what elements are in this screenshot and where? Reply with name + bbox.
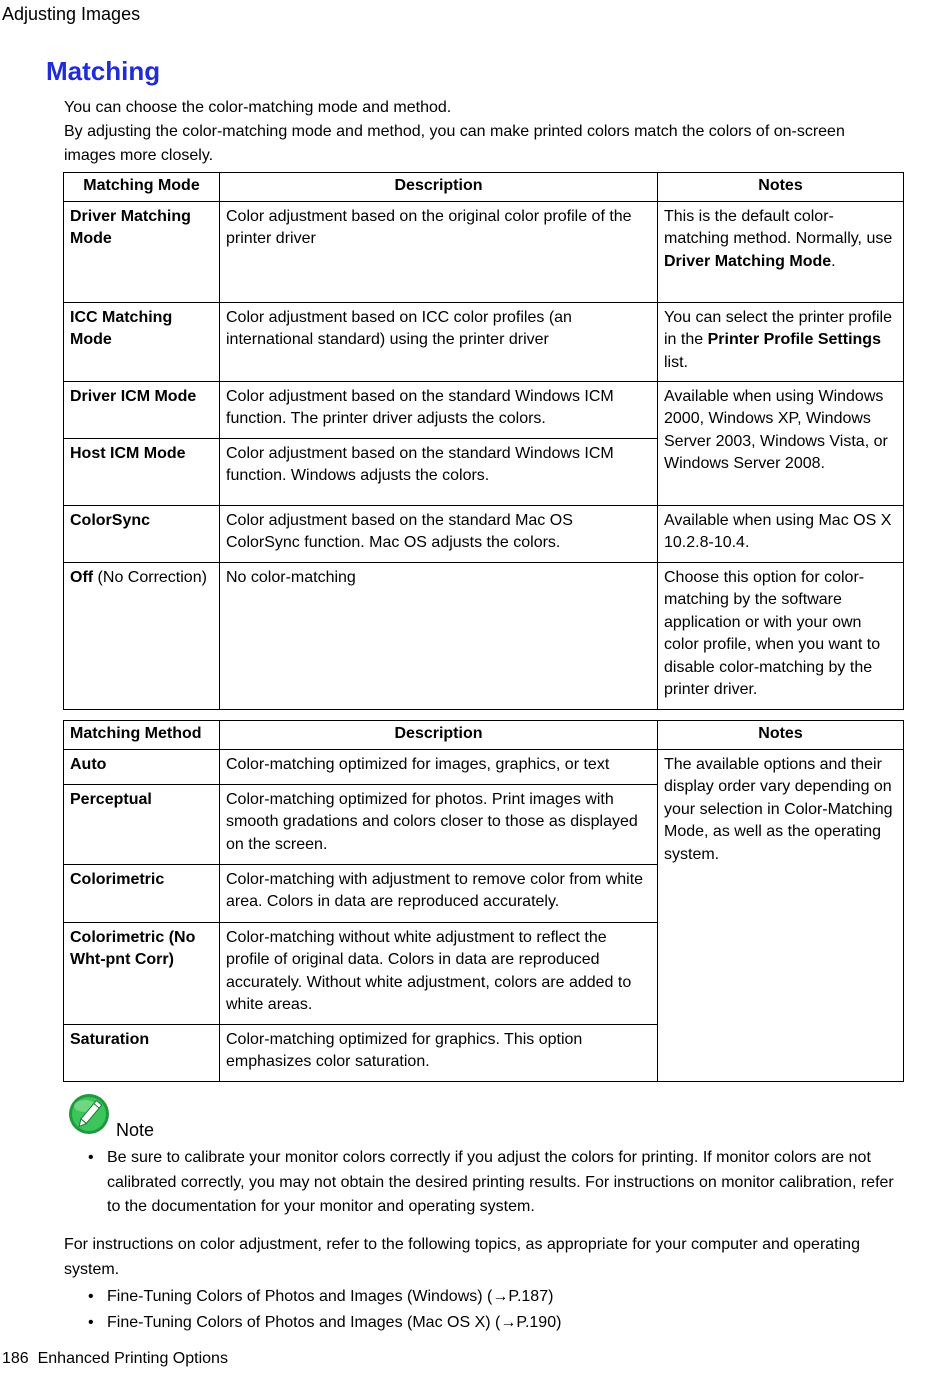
note-text: You can select the printer profile in the [664,308,892,348]
reference-links [88,1284,908,1336]
mode-description: Color adjustment based on the standard Windows ICM function. Windows adjusts the colors. [220,438,658,505]
method-name: Perceptual [64,784,220,864]
method-name: Colorimetric (No Wht-pnt Corr) [64,922,220,1024]
mode-description: Color adjustment based on the original color profile of the printer driver [220,201,658,302]
list-item [88,1146,908,1220]
bullet-icon: • [88,1149,94,1166]
note-bullets [88,1146,908,1220]
bullet-icon: • [88,1314,94,1331]
closing-paragraph: For instructions on color adjustment, refer to the following topics, as appropriate for your computer and operating system. [64,1236,860,1278]
table-row [64,749,904,784]
pencil-icon [68,1093,110,1135]
page-title: Matching [46,56,161,86]
note-text: list. [664,353,688,371]
intro-line-2: By adjusting the color-matching mode and method, you can make printed colors match the colors of on-screen images more closely. [64,123,845,164]
note-bold: Driver Matching Mode [664,252,832,270]
mode-name: ICC Matching Mode [64,302,220,381]
bullet-text: Be sure to calibrate your monitor colors correctly if you adjust the colors for printing. If monitor colors are not calibrated correctly, you may not obtain the desired printing results. For instructions on monitor calibration, refer to the documentation for your monitor and operating system. [107,1149,894,1215]
header-description: Description [220,173,658,202]
header-notes: Notes [658,173,904,202]
method-description: Color-matching with adjustment to remove color from white area. Colors in data are reproduced accurately. [220,864,658,922]
note-text: . [831,252,836,270]
bullet-icon: • [88,1288,94,1305]
mode-description: Color adjustment based on the standard Mac OS ColorSync function. Mac OS adjusts the colors. [220,505,658,562]
footer-section: Enhanced Printing Options [37,1350,228,1367]
table-row [64,201,904,302]
mode-note: Available when using Mac OS X 10.2.8-10.4. [658,505,904,562]
table-row [64,302,904,381]
method-name: Saturation [64,1024,220,1081]
table-row [64,381,904,438]
mode-name: ColorSync [64,505,220,562]
header-description: Description [220,721,658,750]
note-bold: Printer Profile Settings [707,331,881,348]
mode-name-rest: (No Correction) [93,568,207,586]
mode-name: Driver ICM Mode [64,381,220,438]
mode-description: No color-matching [220,562,658,709]
note-text: This is the default color-matching method. Normally, use [664,207,893,247]
intro-text [64,96,884,168]
method-note: The available options and their display order vary depending on your selection in Color-Matching Mode, as well as the operating system. [658,749,904,1081]
note-label: Note [116,1120,155,1140]
mode-name: Host ICM Mode [64,438,220,505]
mode-name [64,562,220,709]
method-name: Colorimetric [64,864,220,922]
method-description: Color-matching optimized for photos. Print images with smooth gradations and colors closer to those as displayed on the screen. [220,784,658,864]
running-header: Adjusting Images [2,4,141,24]
header-matching-method: Matching Method [64,721,220,750]
mode-note [658,302,904,381]
intro-line-1: You can choose the color-matching mode and method. [64,99,452,116]
header-matching-mode: Matching Mode [64,173,220,202]
method-description: Color-matching optimized for images, graphics, or text [220,749,658,784]
link-text[interactable]: Fine-Tuning Colors of Photos and Images (Mac OS X) (→P.190) [107,1314,562,1331]
mode-note: Choose this option for color-matching by the software application or with your own color profile, when you want to disable color-matching by the printer driver. [658,562,904,709]
link-item[interactable] [88,1284,908,1310]
mode-name-bold: Off [70,568,94,586]
mode-name: Driver Matching Mode [64,201,220,302]
link-text[interactable]: Fine-Tuning Colors of Photos and Images (Windows) (→P.187) [107,1288,554,1305]
matching-method-table [63,720,904,1082]
page-number: 186 [2,1350,29,1367]
mode-note [658,201,904,302]
mode-note: Available when using Windows 2000, Windows XP, Windows Server 2003, Windows Vista, or Windows Server 2008. [658,381,904,505]
method-description: Color-matching optimized for graphics. This option emphasizes color saturation. [220,1024,658,1081]
table-header-row [64,721,904,750]
page-footer [2,1350,228,1368]
method-name: Auto [64,749,220,784]
table-row [64,505,904,562]
matching-mode-table [63,172,904,710]
mode-description: Color adjustment based on the standard Windows ICM function. The printer driver adjusts the colors. [220,381,658,438]
table-header-row [64,173,904,202]
header-notes: Notes [658,721,904,750]
link-item[interactable] [88,1310,908,1336]
mode-description: Color adjustment based on ICC color profiles (an international standard) using the printer driver [220,302,658,381]
method-description: Color-matching without white adjustment to reflect the profile of original data. Colors in data are reproduced accurately. Without white adjustment, colors are added to white areas. [220,922,658,1024]
table-row [64,562,904,709]
